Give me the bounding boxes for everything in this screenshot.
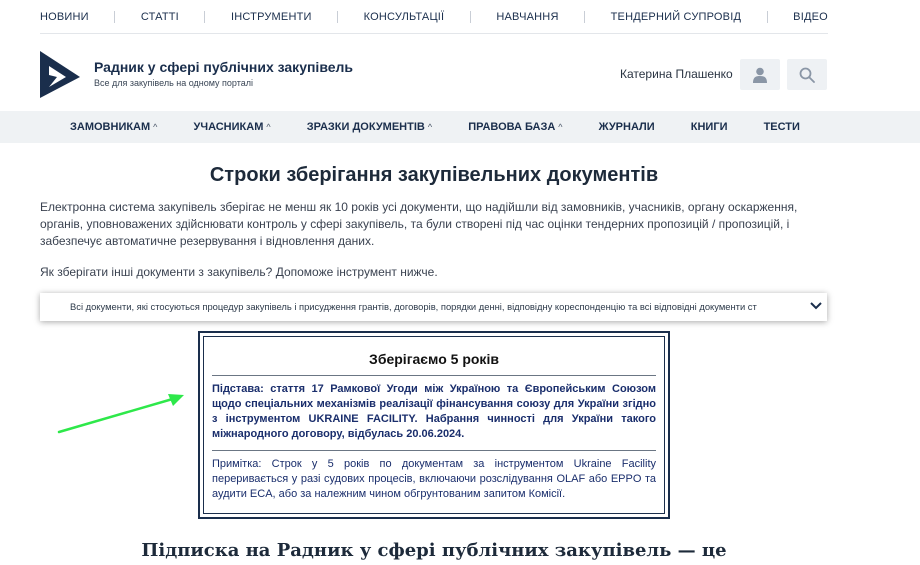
nav-label: ЗАМОВНИКАМ (70, 121, 151, 133)
site-logo[interactable] (40, 51, 80, 98)
nav-tests[interactable] (764, 121, 800, 133)
site-title[interactable]: Радник у сфері публічних закупівель (94, 59, 354, 75)
nav-legal-base[interactable] (468, 121, 562, 133)
topnav-consultations[interactable]: КОНСУЛЬТАЦІЇ (363, 10, 445, 23)
site-subtitle: Все для закупівель на одному порталі (94, 78, 254, 88)
topnav-separator (584, 11, 585, 23)
chevron-up-icon: ^ (266, 122, 271, 132)
topnav-separator (470, 11, 471, 23)
topnav-separator (114, 11, 115, 23)
nav-books[interactable] (691, 121, 728, 133)
site-header (0, 34, 920, 111)
topnav-tools[interactable]: ІНСТРУМЕНТИ (230, 10, 312, 23)
divider (212, 375, 656, 376)
chevron-down-icon (809, 299, 823, 313)
subscribe-heading: Підписка на Радник у сфері публічних закупівель — це (141, 540, 727, 561)
question-text: Як зберігати інші документи з закупівель? Допоможе інструмент нижче. (40, 265, 438, 279)
nav-label: ЖУРНАЛИ (598, 121, 655, 133)
topnav-separator (337, 11, 338, 23)
divider (212, 450, 656, 451)
nav-document-samples[interactable] (307, 121, 432, 133)
topnav-separator (767, 11, 768, 23)
user-button[interactable] (740, 59, 780, 90)
result-note: Примітка: Строк у 5 років по документам за інструментом Ukraine Facility переривається у разі судових процесів, включаючи розслідування OLAF або EPPO та аудити ECA, або за належним чином обгрунтованим запитом Комісії. (212, 458, 656, 500)
topnav-training[interactable]: НАВЧАННЯ (496, 10, 559, 23)
result-title: Зберігаємо 5 років (369, 351, 499, 367)
topnav-news[interactable]: НОВИНИ (40, 10, 89, 23)
nav-label: ПРАВОВА БАЗА (468, 121, 556, 133)
result-box-inner (203, 336, 665, 514)
user-icon (753, 67, 767, 83)
document-type-select[interactable] (40, 293, 827, 321)
topnav-separator (204, 11, 205, 23)
top-bar (0, 0, 920, 34)
nav-label: УЧАСНИКАМ (193, 121, 264, 133)
result-box (198, 331, 670, 519)
nav-label: КНИГИ (690, 121, 728, 133)
nav-label: ЗРАЗКИ ДОКУМЕНТІВ (306, 121, 425, 133)
chevron-up-icon: ^ (558, 122, 563, 132)
nav-participants[interactable] (194, 121, 271, 133)
nav-journals[interactable] (599, 121, 655, 133)
top-nav (40, 0, 828, 34)
search-button[interactable] (787, 59, 827, 90)
nav-label: ТЕСТИ (763, 121, 800, 133)
topnav-video[interactable]: ВІДЕО (793, 10, 828, 23)
arrow-icon (56, 390, 190, 436)
chevron-up-icon: ^ (427, 122, 433, 132)
page-title: Строки зберігання закупівельних документів (209, 164, 659, 186)
search-icon (799, 67, 815, 83)
intro-text: Електронна система закупівель зберігає не менш як 10 років усі документи, що надійшли від замовників, учасників, органу оскарження, органів, уповноважених здійснювати контроль у сфері закупівель, та були створені під час оцінки тендерних пропозицій / пропозицій, і забезпечує автоматичне резервування і відновлення даних. (40, 200, 798, 248)
chevron-up-icon: ^ (153, 122, 158, 132)
user-name[interactable]: Катерина Плашенко (620, 67, 733, 81)
select-value: Всі документи, які стосуються процедур закупівель і присудження грантів, договорів, порядки денні, відповідну кореспонденцію та всі відповідні документи ст (70, 301, 757, 312)
nav-customers[interactable] (70, 121, 157, 133)
topnav-articles[interactable]: СТАТТІ (140, 10, 179, 23)
topnav-tender-support[interactable]: ТЕНДЕРНИЙ СУПРОВІД (610, 10, 742, 23)
result-basis: Підстава: стаття 17 Рамкової Угоди між Україною та Європейським Союзом щодо спеціальних механізмів реалізації фінансування союзу для України згідно з інструментом UKRAINE FACILITY. Набрання чинності для України такого міжнародного договору, відбулась 20.06.2024. (212, 383, 656, 440)
main-nav (0, 111, 920, 143)
